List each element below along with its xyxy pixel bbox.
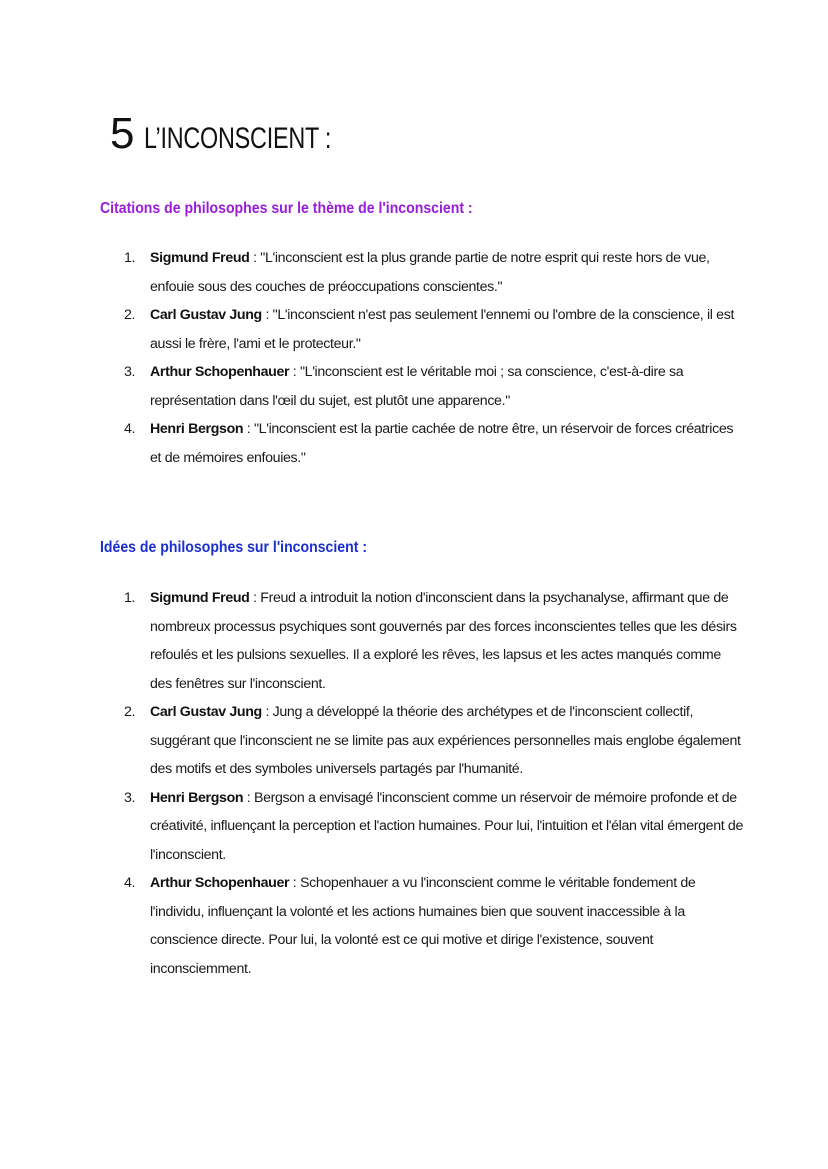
page-title [110,109,384,158]
philosopher-name: Henri Bergson [150,789,244,806]
list-item [124,415,744,472]
philosopher-name: Sigmund Freud [150,250,250,266]
item-number: 1. [124,590,136,606]
list-item [124,869,744,983]
idees-heading: Idées de philosophes sur l'inconscient : [100,539,368,556]
list-item [124,358,744,415]
item-number: 3. [124,789,136,806]
item-number: 4. [124,421,136,437]
item-text: : Freud a introduit la notion d'inconscient dans la psychanalyse, affirmant que de nombreux processus psychiques sont gouvernés par des forces inconscientes telles que les désirs refoulés et les pulsions sexuelles. Il a exploré les rêves, les lapsus et les actes manqués comme des fenêtres sur l'inconscient. [150,590,737,692]
philosopher-name: Arthur Schopenhauer [150,875,290,891]
list-item [124,301,744,358]
citations-list [124,244,744,472]
list-item [124,584,744,698]
list-item [124,698,744,784]
item-number: 2. [124,704,136,720]
philosopher-name: Carl Gustav Jung [150,307,262,323]
item-number: 2. [124,307,136,323]
item-text: : Bergson a envisagé l'inconscient comme un réservoir de mémoire profonde et de créativité, influençant la perception et l'action humaines. Pour lui, l'intuition et l'élan vital émergent de l'inconscient. [150,789,744,863]
philosopher-name: Carl Gustav Jung [150,704,262,720]
item-number: 4. [124,875,136,891]
item-text: : Jung a développé la théorie des archétypes et de l'inconscient collectif, suggérant que l'inconscient ne se limite pas aux expériences personnelles mais englobe également des motifs et des symboles universels partagés par l'humanité. [150,704,741,777]
list-item [124,784,744,870]
philosopher-name: Arthur Schopenhauer [150,364,290,380]
title-number: 5 [110,109,135,158]
item-text: : "L'inconscient est la plus grande partie de notre esprit qui reste hors de vue, enfouie sous des couches de préoccupations conscientes." [150,250,710,295]
item-text: : "L'inconscient est la partie cachée de notre être, un réservoir de forces créatrices et de mémoires enfouies." [150,421,734,466]
philosopher-name: Henri Bergson [150,421,244,437]
idees-list [124,584,744,983]
title-text: L’INCONSCIENT : [144,122,332,155]
list-item [124,244,744,301]
philosopher-name: Sigmund Freud [150,590,250,606]
item-text: : "L'inconscient n'est pas seulement l'ennemi ou l'ombre de la conscience, il est aussi le frère, l'ami et le protecteur." [150,307,735,352]
citations-heading: Citations de philosophes sur le thème de l'inconscient : [100,200,473,217]
item-text: : Schopenhauer a vu l'inconscient comme le véritable fondement de l'individu, influençant la volonté et les actions humaines bien que souvent inaccessible à la conscience directe. Pour lui, la volonté est ce qui motive et dirige l'existence, souvent inconsciemment. [150,875,696,977]
item-number: 3. [124,364,136,380]
item-number: 1. [124,250,136,266]
item-text: : "L'inconscient est le véritable moi ; sa conscience, c'est-à-dire sa représentation dans l'œil du sujet, est plutôt une apparence." [150,364,684,409]
